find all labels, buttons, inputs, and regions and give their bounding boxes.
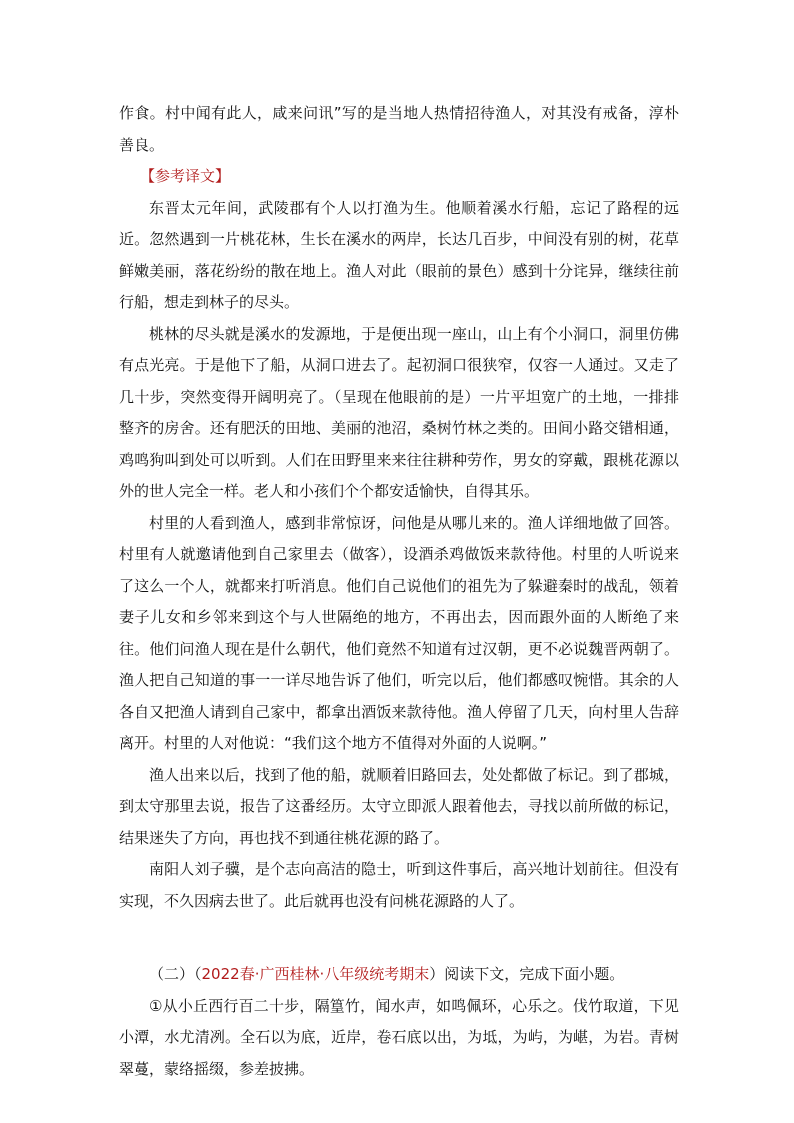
- passage-2-paragraph-1: ①从小丘西行百二十步，隔篁竹，闻水声，如鸣佩环，心乐之。伐竹取道，下见小潭，水尤清冽。全石以为底，近岸，卷石底以出，为坻，为屿，为嵁，为岩。青树翠蔓，蒙络摇缀，参差披拂。: [119, 996, 679, 1078]
- translation-paragraph-5: 南阳人刘子骥，是个志向高洁的隐士，听到这件事后，高兴地计划前往。但没有实现，不久因病去世了。此后就再也没有问桃花源路的人了。: [119, 860, 679, 910]
- translation-paragraph-2: 桃林的尽头就是溪水的发源地，于是便出现一座山，山上有个小洞口，洞里仿佛有点光亮。于是他下了船，从洞口进去了。起初洞口很狭窄，仅容一人通过。又走了几十步，突然变得开阔明亮了。（呈现在他眼前的是）一片平坦宽广的土地，一排排整齐的房舍。还有肥沃的田地、美丽的池沼，桑树竹林之类的。田间小路交错相通，鸡鸣狗叫到处可以听到。人们在田野里来来往往耕种劳作，男女的穿戴，跟桃花源以外的世人完全一样。老人和小孩们个个都安适愉快，自得其乐。: [119, 324, 679, 500]
- translation-paragraph-1: 东晋太元年间，武陵郡有个人以打渔为生。他顺着溪水行船，忘记了路程的远近。忽然遇到一片桃花林，生长在溪水的两岸，长达几百步，中间没有别的树，花草鲜嫩美丽，落花纷纷的散在地上。渔人对此（眼前的景色）感到十分诧异，继续往前行船，想走到林子的尽头。: [119, 198, 679, 311]
- translation-paragraph-3: 村里的人看到渔人，感到非常惊讶，问他是从哪儿来的。渔人详细地做了回答。村里有人就邀请他到自己家里去（做客），设酒杀鸡做饭来款待他。村里的人听说来了这么一个人，就都来打听消息。他们自己说他们的祖先为了躲避秦时的战乱，领着妻子儿女和乡邻来到这个与人世隔绝的地方，不再出去，因而跟外面的人断绝了来往。他们问渔人现在是什么朝代，他们竟然不知道有过汉朝，更不必说魏晋两朝了。渔人把自己知道的事一一详尽地告诉了他们，听完以后，他们都感叹惋惜。其余的人各自又把渔人请到自己家中，都拿出酒饭来款待他。渔人停留了几天，向村里人告辞离开。村里的人对他说：“我们这个地方不值得对外面的人说啊。”: [119, 513, 679, 752]
- section-spacer: [119, 917, 679, 959]
- translation-heading: 【参考译文】: [140, 167, 231, 185]
- section-2-prefix: （二）（: [149, 965, 202, 983]
- intro-paragraph: 作食。村中闻有此人，咸来问讯”写的是当地人热情招待渔人，对其没有戒备，淳朴善良。: [119, 104, 679, 154]
- translation-paragraph-4: 渔人出来以后，找到了他的船，就顺着旧路回去，处处都做了标记。到了郡城，到太守那里去说，报告了这番经历。太守立即派人跟着他去，寻找以前所做的标记，结果迷失了方向，再也找不到通往桃花源的路了。: [119, 765, 679, 847]
- document-content: [119, 98, 679, 1085]
- section-2-suffix: ）阅读下文，完成下面小题。: [429, 965, 625, 983]
- section-2-header: [119, 959, 679, 991]
- section-2-source: 2022春·广西桂林·八年级统考期末: [201, 965, 430, 983]
